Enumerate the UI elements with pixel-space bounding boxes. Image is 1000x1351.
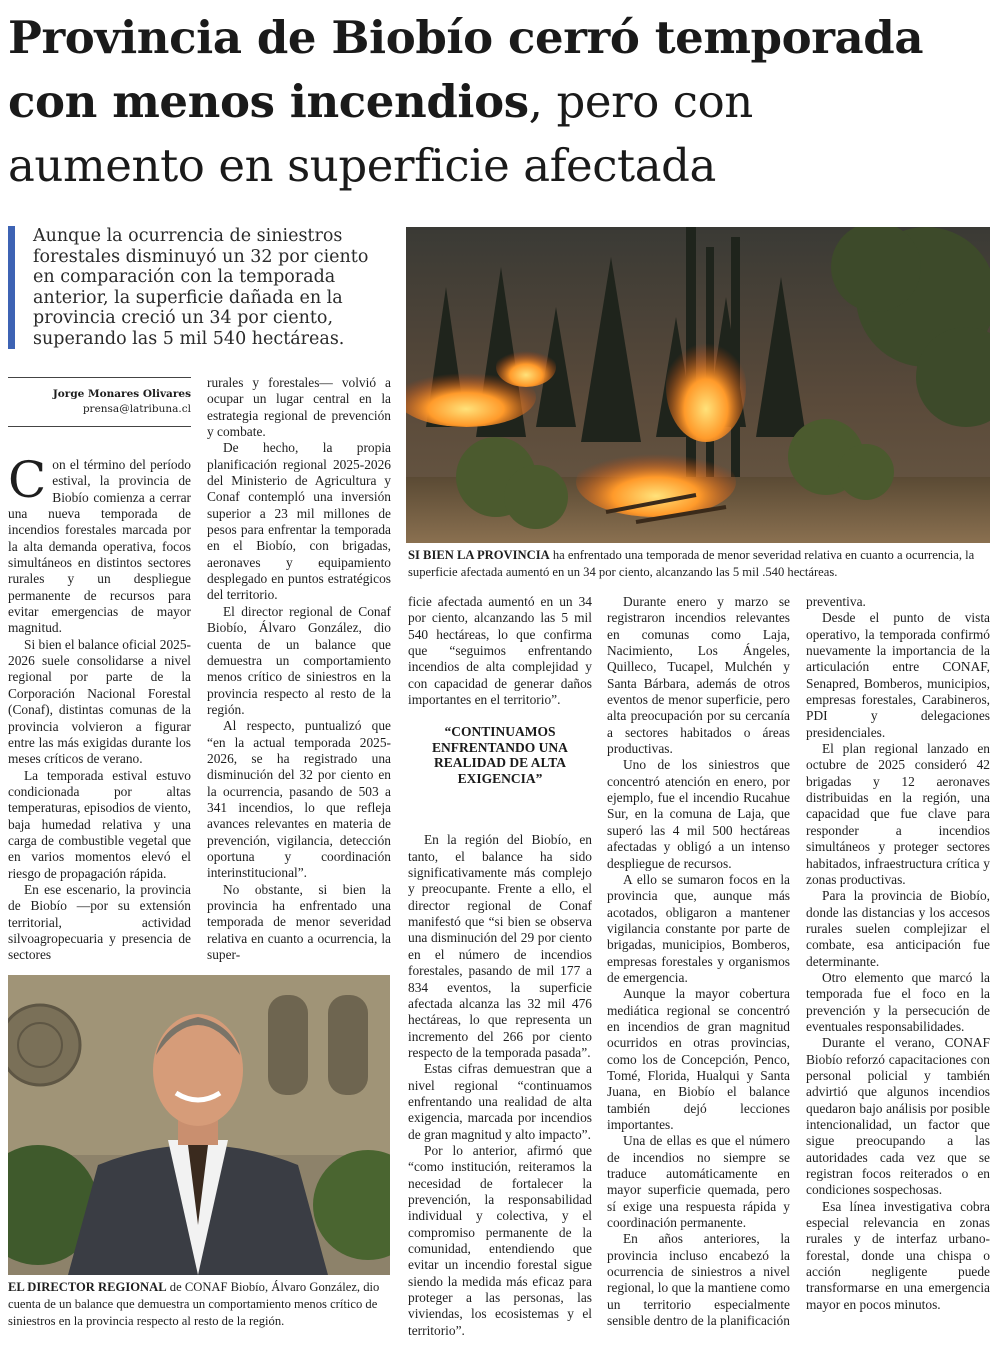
body-paragraph: Al respecto, puntualizó que “en la actual temporada 2025-2026, se ha registrado una disminución del 32 por ciento en la ocurrencia, pasando de 503 a 341 incendios, lo que refleja avances relevantes en materia de prevención, vigilancia, detección oportuna y coordinación interinstitucional”. <box>207 718 391 881</box>
body-paragraph: El plan regional lanzado en octubre de 2025 consideró 42 brigadas y 12 aeronaves distribuidas en la región, una capacidad que fue clave para responder a incendios simultáneos y proteger sectores habitados, infraestructura crítica y zonas productivas. <box>806 741 990 887</box>
body-paragraph: Estas cifras demuestran que a nivel regional “continuamos enfrentando una realidad de alta exigencia, marcada por incendios de gran magnitud y alto impacto”. <box>408 1061 592 1142</box>
body-paragraph: Durante enero y marzo se registraron incendios relevantes en comunas como Laja, Nacimiento, Los Ángeles, Quilleco, Tucapel, Mulchén y Santa Bárbara, además de otros eventos de menor superficie, pero alta preocupación por su cercanía a sectores habitados o áreas productivas. <box>607 594 790 757</box>
headline-line-2-bold: con menos incendios <box>8 75 529 128</box>
body-paragraph: El director regional de Conaf Biobío, Álvaro González, dio cuenta de un balance que demuestra un comportamiento menos crítico de siniestros en la provincia respecto al resto de la región. <box>207 603 391 717</box>
wildfire-caption-lead: SI BIEN LA PROVINCIA <box>408 548 550 562</box>
body-paragraph: A ello se sumaron focos en la provincia que, aunque más acotados, obligaron a mantener vigilancia constante por parte de brigadas, municipios, Bomberos, empresas forestales y organismos de emergencia. <box>607 871 790 985</box>
body-column-3 <box>408 594 592 1339</box>
headline-line-3: aumento en superficie afectada <box>8 139 716 192</box>
body-paragraph: preventiva. <box>806 594 866 609</box>
lead-paragraph: Aunque la ocurrencia de siniestros forestales disminuyó un 32 por ciento en comparación con la temporada anterior, la superficie dañada en la provincia creció un 34 por ciento, superando las 5 mil 540 hectáreas. <box>8 226 393 349</box>
body-paragraph: No obstante, si bien la provincia ha enfrentado una temporada de menor severidad relativa en cuanto a ocurrencia, la super- <box>207 881 391 963</box>
byline-email: prensa@latribuna.cl <box>82 403 191 415</box>
body-paragraph: Durante el verano, CONAF Biobío reforzó capacitaciones con personal policial y también advirtió que algunos incendios quedaron bajo análisis por posible intencionalidad, un factor que sigue preocupando a las autoridades cada vez que se registran focos reiterados o en condiciones sospechosas. <box>806 1035 990 1198</box>
wildfire-caption-text: ha enfrentado una temporada de menor severidad relativa en cuanto a ocurrencia, la superficie afectada aumentó en un 34 por ciento, alcanzando las 5 mil .540 hectáreas. <box>408 548 975 579</box>
body-paragraph: Por lo anterior, afirmó que “como institución, reiteramos la necesidad de fortalecer la prevención, la responsabilidad individual y colectiva, y el compromiso permanente de la comunidad, entendiendo que evitar un incendio forestal sigue siendo la medida más eficaz para proteger a las personas, las viviendas, los ecosistemas y el territorio”. <box>408 1142 592 1338</box>
body-column-1 <box>8 451 191 964</box>
body-paragraph: Desde el punto de vista operativo, la temporada confirmó nuevamente la importancia de la articulación entre CONAF, Senapred, Bomberos, municipios, empresas forestales, Carabineros, PDI y delegaciones presidenciales. <box>806 610 990 740</box>
wildfire-illustration <box>406 227 990 543</box>
drop-cap-paragraph-text: on el término del período estival, la provincia de Biobío comienza a cerrar una nueva temporada de incendios forestales marcada por la alta demanda operativa, focos simultáneos en distintos sectores rurales y un despliegue permanente de recursos para evitar emergencias de mayor magnitud. <box>8 457 191 636</box>
director-portrait-illustration <box>8 975 390 1275</box>
body-paragraph: En años anteriores, la provincia incluso encabezó la ocurrencia de siniestros a nivel regional, lo que la mantiene como un territorio especialmente sensible dentro de la planificación <box>607 1231 790 1329</box>
drop-cap: C <box>8 451 47 509</box>
body-paragraph: ficie afectada aumentó en un 34 por ciento, alcanzando las 5 mil 540 hectáreas, lo que confirma que “seguimos enfrentando incendios de alta complejidad y con capacidad de generar daños importantes en el territorio”. <box>408 594 592 708</box>
body-paragraph: En la región del Biobío, en tanto, el balance ha sido significativamente más complejo y preocupante. Frente a ello, el director regional de Conaf manifestó que “si bien se observa una disminución del 29 por ciento en el número de incendios forestales, pasando de mil 177 a 834 eventos, la superficie afectada alcanza las 32 mil 476 hectáreas, lo que representa un incremento del 266 por ciento respecto de la temporada pasada”. <box>408 832 592 1060</box>
pull-quote-subhead: “CONTINUAMOS ENFRENTANDO UNA REALIDAD DE ALTA EXIGENCIA” <box>432 724 568 786</box>
body-paragraph: Otro elemento que marcó la temporada fue el foco en la prevención y la persecución de eventuales responsabilidades. <box>806 969 990 1034</box>
body-paragraph: Una de ellas es que el número de incendios no siempre se traduce automáticamente en mayor superficie quemada, pero sí exige una respuesta rápida y coordinación permanente. <box>607 1133 790 1231</box>
body-paragraph: rurales y forestales— volvió a ocupar un lugar central en la estrategia regional de prevención y combate. <box>207 375 391 440</box>
body-paragraph <box>8 451 191 637</box>
body-paragraph: Para la provincia de Biobío, donde las distancias y los accesos rurales suelen complejizar el combate, esa anticipación fue determinante. <box>806 888 990 969</box>
body-paragraph: Aunque la mayor cobertura mediática regional se concentró en incendios de gran magnitud ocurridos en otras provincias, como los de Concepción, Penco, Tomé, Florida, Hualqui y Santa Juana, en Biobío el balance también dejó lecciones importantes. <box>607 986 790 1132</box>
wildfire-photo-caption <box>408 547 990 581</box>
body-paragraph: Uno de los siniestros que concentró atención en enero, por ejemplo, fue el incendio Rucahue Sur, en la comuna de Laja, que superó las 4 mil 500 hectáreas afectadas y obligó a un intenso despliegue de recursos. <box>607 757 790 871</box>
headline <box>8 6 998 198</box>
director-caption-text: de CONAF Biobío, Álvaro González, dio cuenta de un balance que demuestra un comportamiento menos crítico de siniestros en la provincia respecto al resto de la región. <box>8 1280 380 1328</box>
director-caption-lead: EL DIRECTOR REGIONAL <box>8 1280 167 1294</box>
headline-line-2 <box>8 70 998 134</box>
body-paragraph: De hecho, la propia planificación regional 2025-2026 del Ministerio de Agricultura y Conaf contempló una inversión superior a 23 mil millones de pesos para enfrentar la temporada en el Biobío, con brigadas, aeronaves y equipamiento desplegado en puntos estratégicos del territorio. <box>207 440 391 603</box>
body-paragraph: Esa línea investigativa cobra especial relevancia en zonas rurales y de interfaz urbano-forestal, donde una chispa o acción negligente puede transformarse en una emergencia mayor en pocos minutos. <box>806 1198 990 1312</box>
headline-line-2-normal: , pero con <box>528 75 753 128</box>
body-column-2 <box>207 375 391 963</box>
headline-line-1: Provincia de Biobío cerró temporada <box>8 11 924 64</box>
body-paragraph: La temporada estival estuvo condicionada por altas temperaturas, episodios de viento, baja humedad relativa y una carga de combustible vegetal que en varios momentos elevó el riesgo de propagación rápida. <box>8 767 191 881</box>
byline-author: Jorge Monares Olivares <box>52 388 191 400</box>
body-column-5 <box>806 594 990 1313</box>
byline <box>8 377 191 427</box>
wildfire-photo <box>406 227 990 543</box>
director-portrait-photo <box>8 975 390 1275</box>
body-paragraph: Si bien el balance oficial 2025-2026 suele consolidarse a nivel regional por parte de la Corporación Nacional Forestal (Conaf), distintas comunas de la provincia volvieron a figurar entre las más exigidas durante los meses críticos de verano. <box>8 636 191 767</box>
body-column-4 <box>607 594 790 1329</box>
director-photo-caption <box>8 1279 392 1330</box>
body-paragraph: En ese escenario, la provincia de Biobío —por su extensión territorial, actividad silvoagropecuaria y presencia de sectores <box>8 881 191 963</box>
